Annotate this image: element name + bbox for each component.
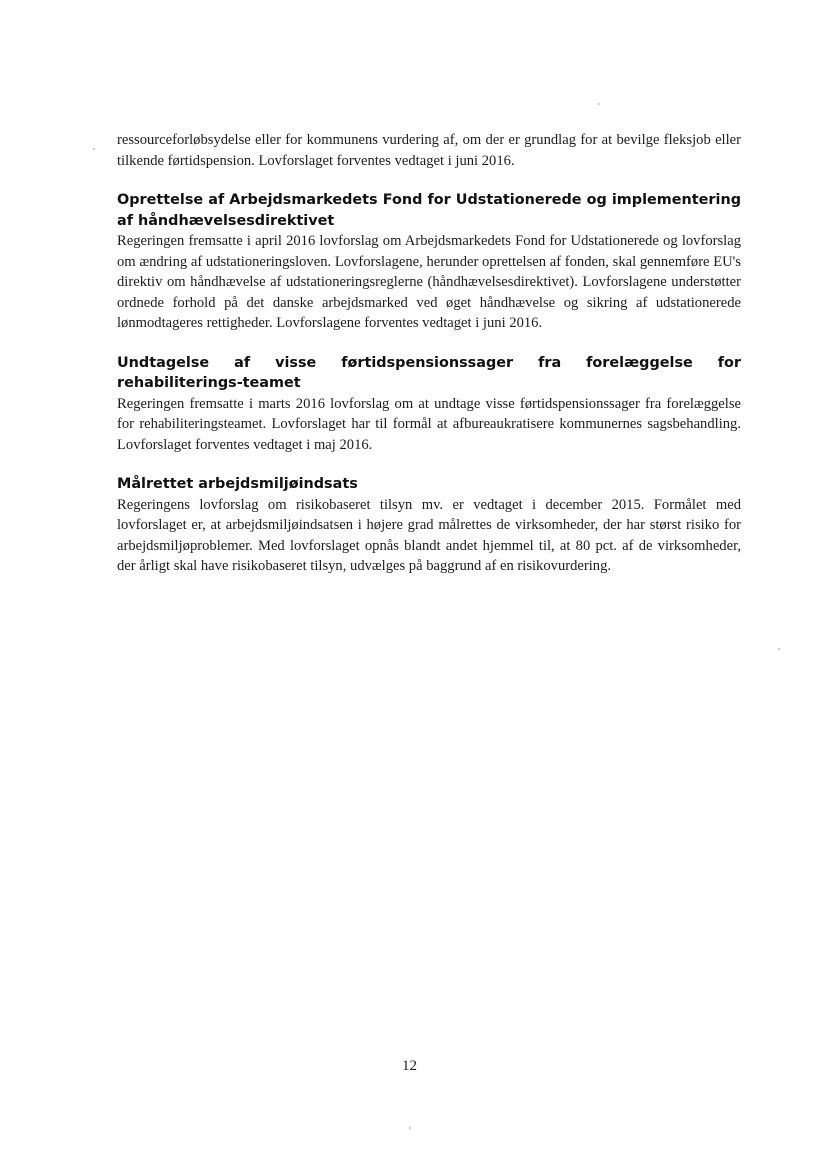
scan-speck [598,103,600,105]
section-heading: Undtagelse af visse førtidspensionssager fra forelæggelse for rehabiliterings-teamet [117,354,741,391]
section-heading: Målrettet arbejdsmiljøindsats [117,476,358,492]
intro-paragraph: ressourceforløbsydelse eller for kommunens vurdering af, om der er grundlag for at bevilge fleksjob eller tilkende førtidspension. Lovforslaget forventes vedtaget i juni 2016. [117,132,741,169]
page-number: 12 [402,1058,417,1074]
scan-speck [409,1127,411,1129]
section-paragraph: Regeringens lovforslag om risikobaseret tilsyn mv. er vedtaget i december 2015. Formålet med lovforslaget er, at arbejdsmiljøindsatsen i højere grad målrettes de virksomheder, der har størst risiko for arbejdsmiljøproblemer. Med lovforslaget opnås blandt andet hjemmel til, at 80 pct. af de virksomheder, der årligt skal have risikobaseret tilsyn, udvælges på baggrund af en risikovurdering. [117,496,741,574]
section-work-environment [117,474,741,577]
section-fund-for-posted-workers [117,190,741,334]
scan-speck [93,148,95,150]
section-paragraph: Regeringen fremsatte i april 2016 lovforslag om Arbejdsmarkedets Fond for Udstationerede og lovforslag om ændring af udstationeringsloven. Lovforslagene, herunder oprettelsen af fonden, skal gennemføre EU's direktiv om håndhævelse af udstationeringsreglerne (håndhævelsesdirektivet). Lovforslagene understøtter ordnede forhold på det danske arbejdsmarked ved øget håndhævelse og sikring af udstationerede lønmodtageres rettigheder. Lovforslagene forventes vedtaget i juni 2016. [117,233,741,331]
scan-speck [778,648,780,650]
section-heading: Oprettelse af Arbejdsmarkedets Fond for Udstationerede og implementering af håndhævelsesdirektivet [117,192,741,229]
section-disability-pension-cases [117,353,741,456]
document-body [117,130,741,577]
section-paragraph: Regeringen fremsatte i marts 2016 lovforslag om at undtage visse førtidspensionssager fra forelæggelse for rehabiliteringsteamet. Lovforslaget har til formål at afbureaukratisere kommunernes sagsbehandling. Lovforslaget forventes vedtaget i maj 2016. [117,395,741,453]
